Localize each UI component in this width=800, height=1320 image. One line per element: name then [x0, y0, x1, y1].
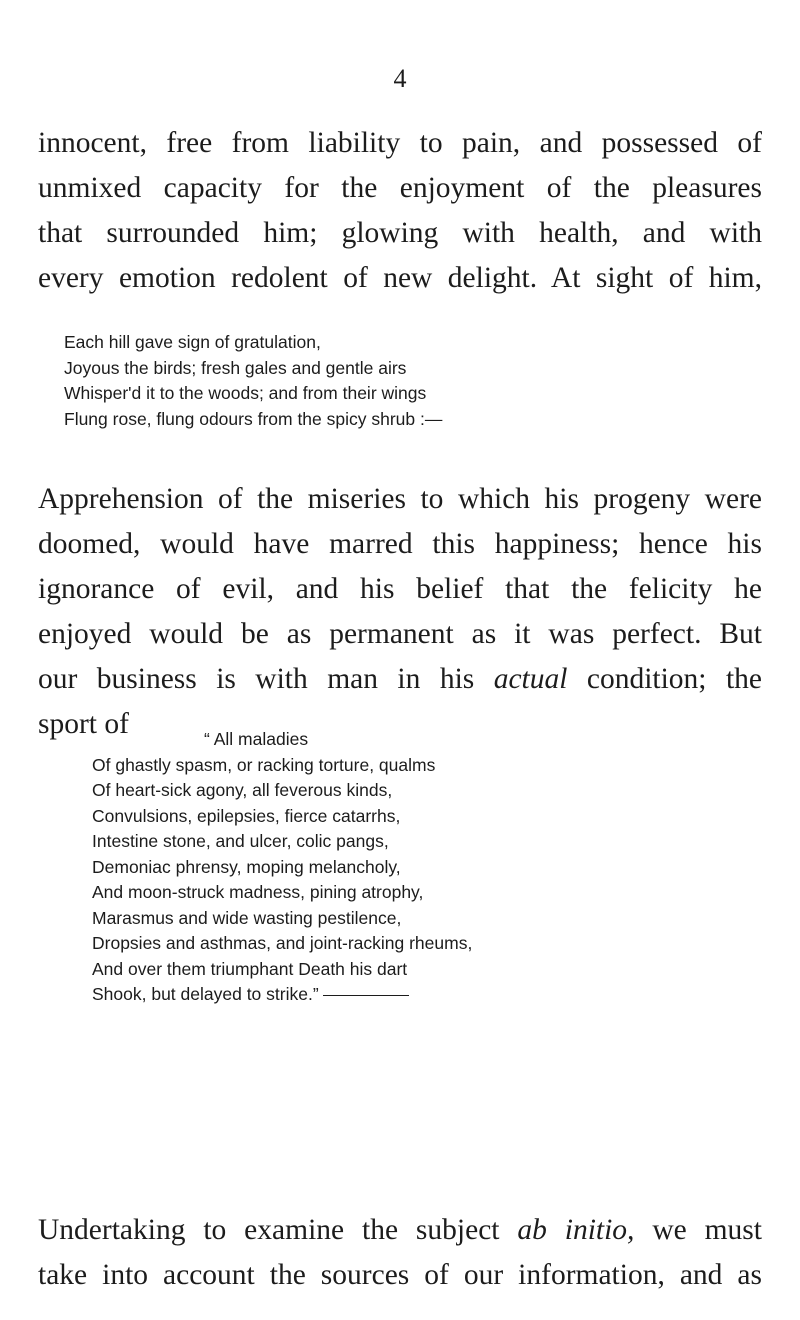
- text-run: we must: [634, 1214, 762, 1246]
- paragraph-line: doomed, would have marred this happiness; hence his: [38, 528, 762, 560]
- verse-line: Of heart-sick agony, all feverous kinds,: [92, 780, 393, 800]
- text-run: Shook, but delayed to strike.”: [92, 984, 319, 1004]
- verse-quotation-1: [64, 330, 764, 432]
- verse-line: Marasmus and wide wasting pestilence,: [92, 907, 402, 928]
- verse-line: Joyous the birds; fresh gales and gentle airs: [64, 357, 407, 378]
- text-run: our business is with man in his: [38, 663, 494, 695]
- verse-line: Each hill gave sign of gratulation,: [64, 332, 321, 352]
- verse-quotation-2: [92, 727, 792, 1008]
- verse-line: Dropsies and asthmas, and joint-racking rheums,: [92, 933, 473, 953]
- italic-word-actual: actual: [493, 663, 568, 695]
- verse-line: Flung rose, flung odours from the spicy shrub :—: [64, 408, 443, 429]
- paragraph-line: enjoyed would be as permanent as it was perfect. But: [38, 618, 762, 650]
- paragraph-3: [38, 1208, 762, 1298]
- verse-line-final: [92, 982, 792, 1008]
- verse-line: Whisper'd it to the woods; and from their wings: [64, 383, 427, 403]
- paragraph-1: [38, 121, 762, 301]
- verse-line: And moon-struck madness, pining atrophy,: [92, 882, 424, 902]
- paragraph-line: Apprehension of the miseries to which his progeny were: [38, 483, 762, 515]
- paragraph-line: unmixed capacity for the enjoyment of the pleasures: [38, 172, 762, 204]
- page-number: 4: [393, 64, 407, 93]
- em-rule-divider: [323, 995, 409, 997]
- verse-line: And over them triumphant Death his dart: [92, 958, 408, 979]
- paragraph-line: that surrounded him; glowing with health, and with: [38, 217, 762, 249]
- paragraph-line: [38, 657, 762, 702]
- verse-line: Of ghastly spasm, or racking torture, qualms: [92, 754, 436, 775]
- italic-phrase-ab-initio: ab initio,: [517, 1214, 635, 1246]
- paragraph-line: innocent, free from liability to pain, and possessed of: [38, 127, 762, 159]
- verse-line: “ All maladies: [204, 729, 309, 749]
- paragraph-line: every emotion redolent of new delight. At sight of him,: [38, 262, 762, 294]
- verse-line: Intestine stone, and ulcer, colic pangs,: [92, 831, 389, 851]
- text-run: condition; the: [567, 663, 762, 695]
- paragraph-line: take into account the sources of our information, and as: [38, 1259, 762, 1291]
- text-run: Undertaking to examine the subject: [38, 1214, 518, 1246]
- paragraph-line: sport of: [38, 708, 129, 740]
- paragraph-line: [38, 1208, 762, 1253]
- verse-line: Demoniac phrensy, moping melancholy,: [92, 856, 401, 877]
- paragraph-line: ignorance of evil, and his belief that the felicity he: [38, 573, 762, 605]
- verse-line: Convulsions, epilepsies, fierce catarrhs,: [92, 805, 401, 826]
- paragraph-2: [38, 477, 762, 747]
